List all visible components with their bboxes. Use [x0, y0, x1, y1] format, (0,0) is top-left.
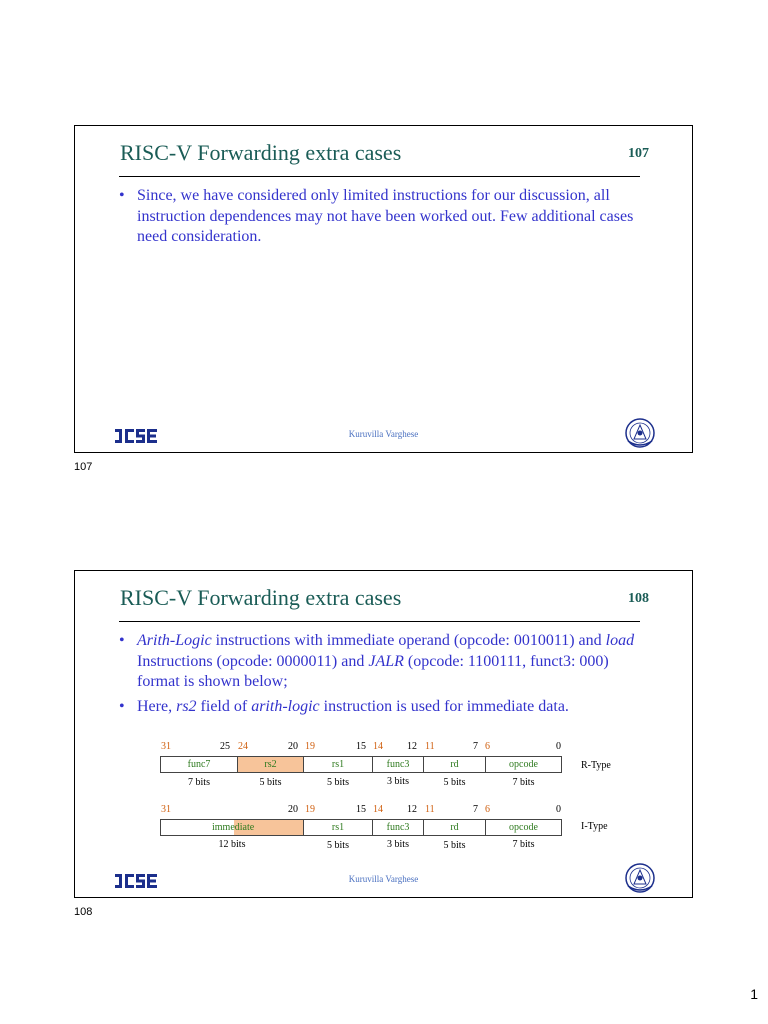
bullet-text: arith-logic	[251, 697, 320, 715]
bit-number: 19	[305, 804, 315, 815]
iisc-emblem-icon	[624, 417, 656, 454]
field-size: 3 bits	[387, 776, 409, 787]
slide-108	[74, 570, 693, 898]
i-type-field-rs1: rs1	[303, 819, 373, 836]
bullet-text: Instructions (opcode: 0000011) and	[137, 652, 369, 670]
bit-number: 14	[373, 804, 383, 815]
bit-number: 11	[425, 804, 435, 815]
r-type-field-rd: rd	[423, 756, 486, 773]
i-type-field-rd: rd	[423, 819, 486, 836]
bit-number: 7	[473, 804, 478, 815]
bullet-item	[119, 186, 639, 248]
slide-title: RISC-V Forwarding extra cases	[120, 140, 402, 165]
bullet-text: (opcode: 1100111, funct3: 000) format is shown below;	[137, 652, 609, 690]
bullet-text: JALR	[368, 652, 404, 670]
field-size: 5 bits	[327, 777, 349, 788]
bullet-text: Since, we have considered only limited instructions for our discussion, all instruction dependences may not have been worked out. Few additional cases need consideration.	[137, 187, 634, 245]
field-size: 5 bits	[443, 840, 466, 851]
bit-number: 15	[356, 741, 366, 752]
field-size: 7 bits	[188, 777, 210, 788]
title-rule	[119, 176, 640, 177]
r-type-field-opcode: opcode	[485, 756, 562, 773]
bit-number: 25	[220, 741, 230, 752]
footer-author: Kuruvilla Varghese	[348, 429, 419, 439]
r-type-field-func7: func7	[160, 756, 238, 773]
i-type-field-immediate-label: immediate	[212, 822, 255, 833]
bit-number: 0	[556, 741, 561, 752]
bit-number: 6	[485, 741, 490, 752]
slide-107	[74, 125, 693, 453]
field-size: 5 bits	[259, 777, 282, 788]
slide-title: RISC-V Forwarding extra cases	[120, 585, 402, 610]
sheet-page-number: 1	[750, 986, 758, 1002]
bullet-text: load	[605, 632, 635, 649]
r-type-label: R-Type	[581, 760, 611, 771]
i-type-field-opcode: opcode	[485, 819, 562, 836]
slide-number: 108	[628, 591, 649, 606]
bullet-text: instruction is used for immediate data.	[319, 697, 569, 715]
bit-number: 31	[161, 741, 171, 752]
field-size: 7 bits	[512, 839, 535, 850]
bullet-text: Arith-Logic	[137, 632, 212, 649]
i-type-label: I-Type	[581, 821, 608, 832]
i-type-field-func3: func3	[372, 819, 424, 836]
bit-number: 12	[407, 741, 417, 752]
bit-number: 6	[485, 804, 490, 815]
bullet-text: Here,	[137, 697, 177, 715]
page-label: 108	[74, 906, 93, 918]
footer-author: Kuruvilla Varghese	[348, 874, 419, 884]
bullet-icon: •	[119, 187, 125, 204]
bullet-icon: •	[119, 632, 125, 649]
bullet-list	[119, 186, 639, 252]
bullet-text: field of	[196, 697, 252, 715]
bit-number: 15	[356, 804, 366, 815]
field-size: 5 bits	[443, 777, 466, 788]
bit-number: 14	[373, 741, 383, 752]
bit-number: 12	[407, 804, 417, 815]
bullet-text: rs2	[176, 697, 197, 715]
bit-number: 11	[425, 741, 435, 752]
bit-number: 0	[556, 804, 561, 815]
bullet-icon: •	[119, 697, 125, 715]
page-label: 107	[74, 461, 93, 473]
bullet-text: instructions with immediate operand (opcode: 0010011) and	[211, 632, 606, 649]
iisc-emblem-icon	[624, 862, 656, 899]
bit-number: 20	[288, 741, 298, 752]
bit-number: 31	[161, 804, 171, 815]
slide-number: 107	[628, 146, 649, 161]
field-size: 3 bits	[387, 839, 409, 850]
r-type-field-rs2: rs2	[237, 756, 304, 773]
bit-number: 7	[473, 741, 478, 752]
bit-number: 20	[288, 804, 298, 815]
r-type-field-func3: func3	[372, 756, 424, 773]
bit-number: 24	[238, 741, 248, 752]
field-size: 7 bits	[512, 777, 535, 788]
bit-number: 19	[305, 741, 315, 752]
field-size: 12 bits	[218, 839, 246, 850]
r-type-field-rs1: rs1	[303, 756, 373, 773]
instruction-format-diagram	[75, 571, 694, 899]
field-size: 5 bits	[327, 840, 349, 851]
